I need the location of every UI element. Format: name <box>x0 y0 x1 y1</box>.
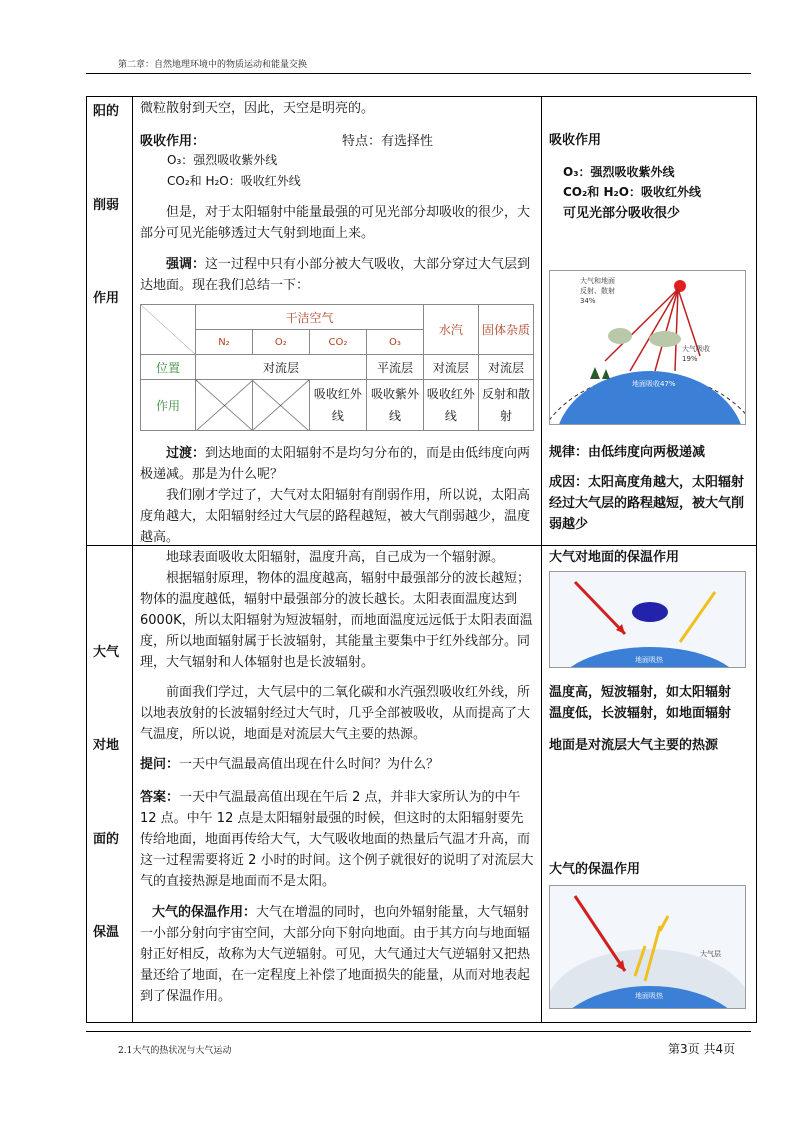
paragraph: 地球表面吸收太阳辐射，温度升高，自己成为一个辐射源。 <box>166 550 505 565</box>
right-note: 地面是对流层大气主要的热源 <box>549 738 719 753</box>
answer-text: 一天中气温最高值出现在午后 2 点，并非大家所认为的中午 12 点。中午 12 点是太阳辐射最强的时候，但这时的太阳辐射要先传给地面，地面再传给大气，大气吸收地面的热量后气温才升高，而这一过程需要将近 2 小时的时间。这个例子就很好的说明了对流层大气的直接热源是地面而不是太阳。 <box>140 790 534 889</box>
keep-warm-text: 大气在增温的同时，也向外辐射能量，大气辐射一小部分射向宇宙空间，大部分向下射向地面。由于其方向与地面辐射正好相反，故称为大气逆辐射。可见，大气通过大气逆辐射又把热量还给了地面，在一定程度上补偿了地面损失的能量，从而对地表起到了保温作用。 <box>140 905 531 1004</box>
table-gas: CO₂ <box>309 330 366 355</box>
answer-label: 答案： <box>140 790 180 805</box>
footer-rule <box>86 1031 751 1032</box>
keep-warm-paragraph <box>140 902 535 1007</box>
table-row-label: 作用 <box>141 380 196 431</box>
cross-cell <box>196 380 253 431</box>
question-text: 一天中气温最高值出现在什么时间？为什么？ <box>179 757 440 772</box>
table-cell: 反射和散射 <box>478 380 533 431</box>
page-number: 第3页 共4页 <box>668 1042 736 1056</box>
emphasis-paragraph <box>140 254 535 296</box>
col-divider <box>132 97 133 1022</box>
right-note: 温度低，长波辐射，如地面辐射 <box>549 706 732 721</box>
fig-label: 大气层 <box>700 950 721 958</box>
table-cell: 吸收红外线 <box>423 380 478 431</box>
fig-label: 19% <box>682 355 698 363</box>
cause-text: 成因：太阳高度角越大，太阳辐射经过大气层的路程越短，被大气削弱越少 <box>549 475 745 532</box>
transition-paragraph <box>140 443 535 485</box>
table-cell: 对流层 <box>196 355 367 380</box>
table-gas: O₃ <box>367 330 424 355</box>
keep-warm-label: 大气的保温作用： <box>152 905 257 920</box>
row-label: 削弱 <box>93 198 120 213</box>
footer-section: 2.1大气的热状况与大气运动 <box>118 1046 232 1056</box>
table-cell: 吸收红外线 <box>309 380 366 431</box>
paragraph: 我们刚才学过了，大气对太阳辐射有削弱作用，所以说，太阳高度角越大，太阳辐射经过大气层的路程越短，被大气削弱越少，温度越高。 <box>140 488 531 545</box>
atmospheric-counter-radiation-figure <box>549 885 746 1009</box>
o3-text: O₃：强烈吸收紫外线 <box>167 153 278 167</box>
transition-text: 到达地面的太阳辐射不是均匀分布的，而是由低纬度向两极递减。那是为什么呢？ <box>140 446 531 482</box>
ground-heating-figure <box>549 571 746 668</box>
table-header: 干洁空气 <box>196 305 424 330</box>
table-cell: 吸收紫外线 <box>367 380 424 431</box>
fig-label: 34% <box>580 297 596 305</box>
fig-label: 地面吸收47% <box>632 380 676 388</box>
intro-text: 微粒散射到天空，因此，天空是明亮的。 <box>140 101 375 116</box>
emphasis-label: 强调： <box>166 257 206 272</box>
answer-paragraph <box>140 787 535 892</box>
paragraph: 但是，对于太阳辐射中能量最强的可见光部分却吸收的很少，大部分可见光能够透过大气射到地面上来。 <box>140 205 531 241</box>
row-label: 面的 <box>93 832 120 847</box>
question-label: 提问： <box>140 757 180 772</box>
diag-cell <box>141 305 196 355</box>
right-note: O₃：强烈吸收紫外线 <box>563 165 675 179</box>
absorption-diagram <box>550 271 746 425</box>
lesson-table <box>86 96 757 1023</box>
table-header: 水汽 <box>423 305 478 355</box>
cross-cell <box>252 380 309 431</box>
right-note: 温度高，短波辐射，如太阳辐射 <box>549 685 732 700</box>
row-label: 作用 <box>93 291 120 306</box>
ground-heating-diagram <box>550 572 746 668</box>
transition-label: 过渡： <box>166 446 206 461</box>
right-title: 吸收作用 <box>549 133 602 148</box>
paragraph: 根据辐射原理，物体的温度越高，辐射中最强部分的波长越短；物体的温度越低，辐射中最强部分的波长越长。太阳表面温度达到 6000K，所以太阳辐射为短波辐射，而地面温度远远低于太阳表面温度，所以地面辐射属于长波辐射，其能量主要集中于红外线部分。同理，大气辐射和人体辐射也是长波辐射。 <box>140 571 533 670</box>
right-title: 大气的保温作用 <box>549 862 641 877</box>
row-label: 保温 <box>93 925 120 940</box>
paragraph: 前面我们学过，大气层中的二氧化碳和水汽强烈吸收红外线，所以地表放射的长波辐射经过大气时，几乎全部被吸收，从而提高了大气温度，所以说，地面是对流层大气主要的热源。 <box>140 685 531 742</box>
rule-text: 规律：由低纬度向两极递减 <box>549 445 706 460</box>
table-row-label: 位置 <box>141 355 196 380</box>
fig-label: 地面吸热 <box>635 656 663 664</box>
absorb-feature: 特点：有选择性 <box>342 134 434 149</box>
fig-label: 反射、散射 <box>580 287 615 295</box>
row-label: 对地 <box>93 738 120 753</box>
right-title: 大气对地面的保温作用 <box>549 550 680 565</box>
page-header: 第二章：自然地理环境中的物质运动和能量交换 <box>118 60 308 70</box>
row-label: 大气 <box>93 645 120 660</box>
right-note: 可见光部分吸收很少 <box>563 206 681 221</box>
table-cell: 对流层 <box>478 355 533 380</box>
summary-table <box>140 304 534 431</box>
counter-radiation-diagram <box>550 886 746 1009</box>
col-divider <box>541 97 542 1022</box>
atmosphere-absorption-figure <box>549 270 746 425</box>
absorb-title: 吸收作用： <box>140 134 206 149</box>
fig-label: 大气吸收 <box>682 345 710 353</box>
co2-text: CO₂和 H₂O：吸收红外线 <box>167 174 301 188</box>
header-rule <box>86 73 751 74</box>
table-cell: 平流层 <box>367 355 424 380</box>
question-paragraph <box>140 754 535 775</box>
emphasis-text: 这一过程中只有小部分被大气吸收，大部分穿过大气层到达地面。现在我们总结一下： <box>140 257 531 293</box>
fig-label: 地面吸热 <box>635 992 663 1000</box>
right-note: CO₂和 H₂O：吸收红外线 <box>563 185 701 199</box>
table-gas: O₂ <box>252 330 309 355</box>
row-label: 阳的 <box>93 104 120 119</box>
table-cell: 对流层 <box>423 355 478 380</box>
table-gas: N₂ <box>196 330 253 355</box>
fig-label: 大气和地面 <box>580 277 615 285</box>
table-header: 固体杂质 <box>478 305 533 355</box>
